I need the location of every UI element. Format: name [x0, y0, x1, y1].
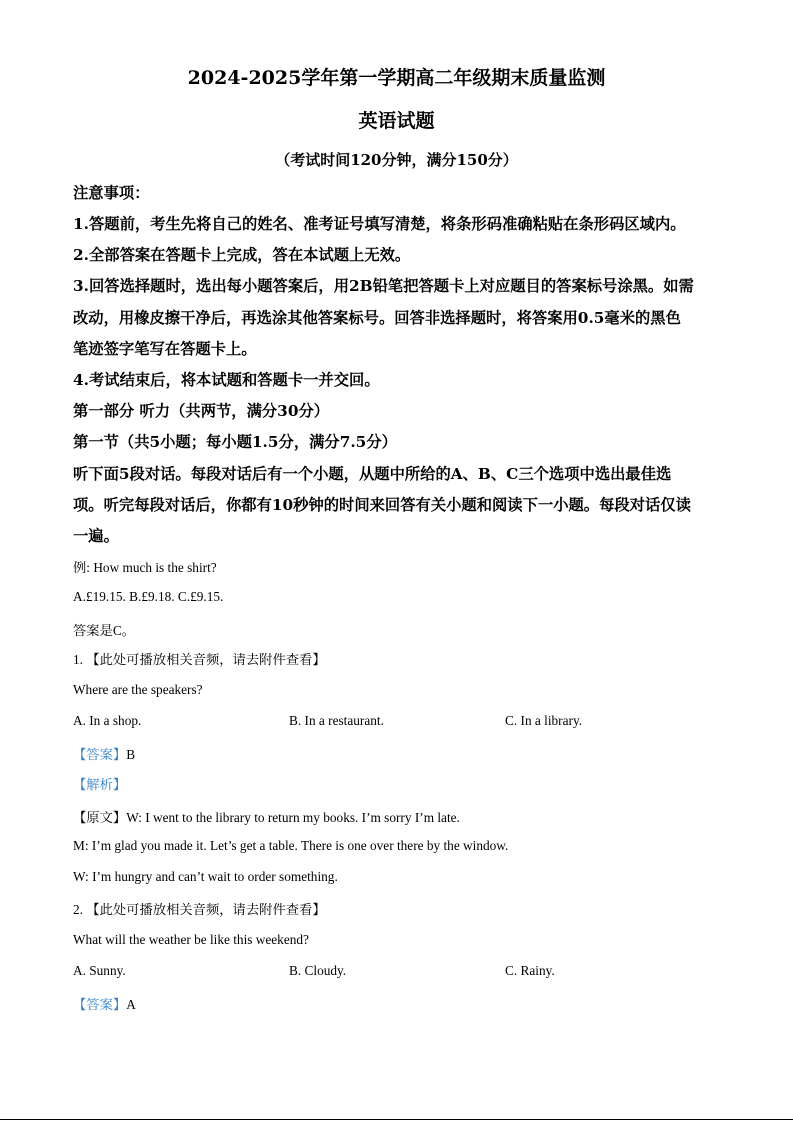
q1-transcript-line-1 [73, 807, 460, 826]
q2-answer-row [73, 994, 136, 1013]
example-question: 例: How much is the shirt? [73, 560, 217, 575]
q2-option-c: C. Rainy. [505, 963, 555, 978]
example-answer: 答案是C。 [73, 623, 136, 638]
exam-info: （考试时间120分钟，满分150分） [275, 151, 518, 169]
q2-question: What will the weather be like this weekend? [73, 932, 309, 947]
q1-answer: B [126, 747, 136, 762]
q2-option-a: A. Sunny. [73, 963, 126, 978]
instructions-line-3: 一遍。 [73, 527, 119, 545]
q1-analysis-label: 【解析】 [73, 777, 127, 792]
q2-answer: A [126, 997, 136, 1012]
note-3-line-1: 3.回答选择题时，选出每小题答案后，用2B铅笔把答题卡上对应题目的答案标号涂黑。如需 [73, 277, 694, 295]
note-2: 2.全部答案在答题卡上完成，答在本试题上无效。 [73, 246, 411, 264]
q1-option-c: C. In a library. [505, 713, 583, 728]
instructions-line-2: 项。听完每段对话后，你都有10秒钟的时间来回答有关小题和阅读下一小题。每段对话仅读 [73, 496, 691, 514]
q1-audio-link[interactable]: 1. 【此处可播放相关音频，请去附件查看】 [73, 652, 326, 667]
q1-transcript-line-2: M: I’m glad you made it. Let’s get a table. There is one over there by the window. [73, 838, 509, 853]
q2-audio-link[interactable]: 2. 【此处可播放相关音频，请去附件查看】 [73, 902, 326, 917]
q1-transcript-line-3: W: I’m hungry and can’t wait to order something. [73, 869, 338, 884]
page-bottom-rule [0, 1119, 793, 1120]
notes-heading: 注意事项： [73, 184, 150, 202]
part1-heading: 第一部分 听力（共两节，满分30分） [73, 402, 330, 420]
q1-option-b: B. In a restaurant. [289, 713, 384, 728]
q1-question: Where are the speakers? [73, 682, 203, 697]
q1-option-a: A. In a shop. [73, 713, 142, 728]
q1-answer-label: 【答案】 [73, 747, 127, 762]
exam-title: 2024-2025学年第一学期高二年级期末质量监测 [187, 67, 606, 89]
note-3-line-2: 改动，用橡皮擦干净后，再选涂其他答案标号。回答非选择题时，将答案用0.5毫米的黑色 [73, 309, 681, 327]
note-1: 1.答题前，考生先将自己的姓名、准考证号填写清楚，将条形码准确粘贴在条形码区域内。 [73, 215, 686, 233]
note-4: 4.考试结束后，将本试题和答题卡一并交回。 [73, 371, 380, 389]
instructions-line-1: 听下面5段对话。每段对话后有一个小题，从题中所给的A、B、C三个选项中选出最佳选 [73, 465, 672, 483]
section1-heading: 第一节（共5小题；每小题1.5分，满分7.5分） [73, 433, 397, 451]
q1-transcript-label: 【原文】 [73, 810, 127, 825]
q1-answer-row [73, 744, 135, 763]
q2-option-b: B. Cloudy. [289, 963, 347, 978]
note-3-line-3: 笔迹签字笔写在答题卡上。 [73, 340, 257, 358]
exam-subtitle: 英语试题 [358, 110, 435, 132]
example-options: A.£19.15. B.£9.18. C.£9.15. [73, 589, 224, 604]
q2-answer-label: 【答案】 [73, 997, 127, 1012]
q1-transcript-text-1: W: I went to the library to return my books. I’m sorry I’m late. [126, 810, 460, 825]
